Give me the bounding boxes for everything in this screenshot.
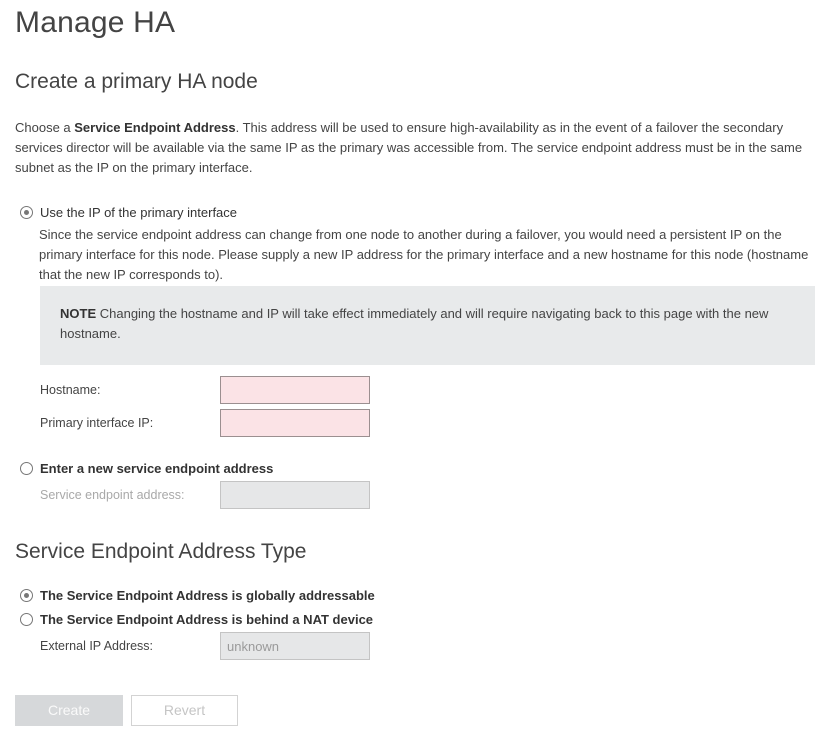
radio-new-endpoint[interactable] [20, 461, 273, 476]
external-ip-label: External IP Address: [40, 639, 154, 653]
radio-globally-addressable[interactable] [20, 588, 375, 603]
radio-behind-nat[interactable] [20, 612, 373, 627]
type-section-title: Service Endpoint Address Type [15, 540, 307, 563]
create-section-title: Create a primary HA node [15, 70, 258, 93]
radio-behind-nat-label: The Service Endpoint Address is behind a NAT device [40, 612, 374, 627]
note-text: Changing the hostname and IP will take effect immediately and will require navigating back to this page with the new hostname. [60, 306, 769, 341]
radio-new-endpoint-label: Enter a new service endpoint address [40, 461, 274, 476]
radio-globally-addressable-label: The Service Endpoint Address is globally addressable [40, 588, 375, 603]
primary-interface-ip-input[interactable] [220, 409, 370, 437]
service-endpoint-address-input[interactable] [220, 481, 370, 509]
create-button[interactable]: Create [15, 695, 123, 726]
external-ip-input[interactable] [220, 632, 370, 660]
intro-suffix: . This address will be used to ensure high-availability as in the event of a failover the secondary services director will be available via the same IP as the primary was accessible from. The service endpoint address must be in the same subnet as the IP on the primary interface. [15, 120, 803, 175]
intro-prefix: Choose a [15, 120, 75, 135]
radio-button-unchecked[interactable] [20, 613, 33, 626]
note-label: NOTE [60, 306, 97, 321]
primary-interface-ip-label: Primary interface IP: [40, 416, 154, 430]
primary-ip-description: Since the service endpoint address can change from one node to another during a failover, you would need a persistent IP on the primary interface for this node. Please supply a new IP address for the primary interface and a new hostname for this node (hostname that the new IP corresponds to). [39, 227, 809, 282]
page-title: Manage HA [15, 6, 176, 39]
intro-bold-term: Service Endpoint Address [74, 120, 236, 135]
note-box [40, 286, 815, 365]
create-section-intro [15, 118, 805, 178]
radio-button-checked[interactable] [20, 206, 33, 219]
revert-button[interactable]: Revert [131, 695, 238, 726]
radio-use-primary-ip[interactable] [20, 205, 237, 220]
hostname-label: Hostname: [40, 383, 101, 397]
radio-button-unchecked[interactable] [20, 462, 33, 475]
service-endpoint-address-label: Service endpoint address: [40, 488, 185, 502]
hostname-input[interactable] [220, 376, 370, 404]
radio-use-primary-ip-label: Use the IP of the primary interface [40, 205, 238, 220]
radio-button-checked[interactable] [20, 589, 33, 602]
